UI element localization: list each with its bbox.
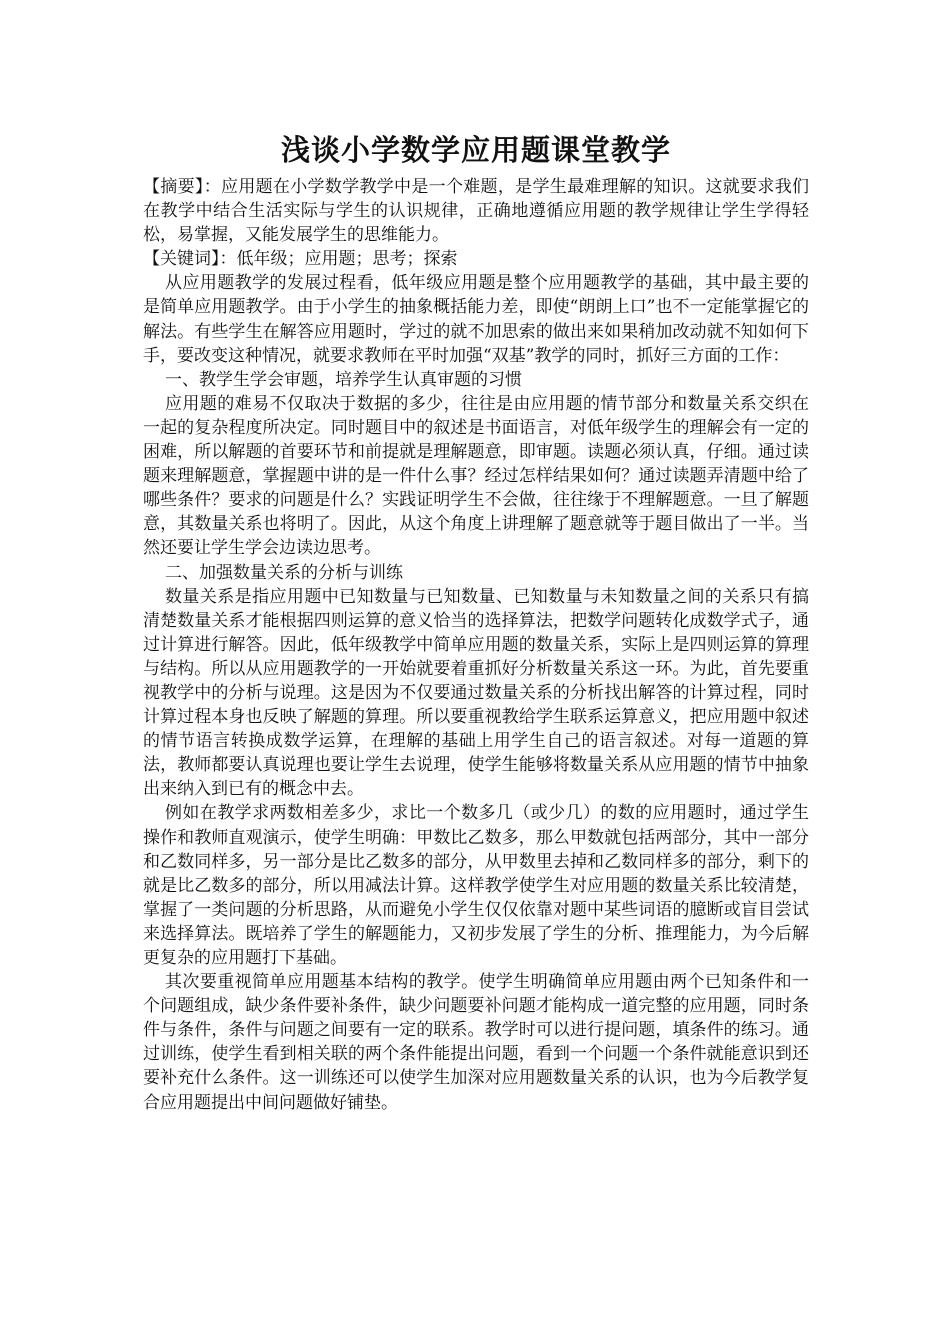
section2-paragraph-1: 数量关系是指应用题中已知数量与已知数量、已知数量与未知数量之间的关系只有搞清楚数量关系才能根据四则运算的意义恰当的选择算法，把数学问题转化成数学式子，通过计算进行解答。因此，低年级教学中简单应用题的数量关系，实际上是四则运算的算理与结构。所以从应用题教学的一开始就要着重抓好分析数量关系这一环。为此，首先要重视教学中的分析与说理。这是因为不仅要通过数量关系的分析找出解答的计算过程，同时计算过程本身也反映了解题的算理。所以要重视教给学生联系运算意义，把应用题中叙述的情节语言转换成数学运算，在理解的基础上用学生自己的语言叙述。对每一道题的算法，教师都要认真说理也要让学生去说理，使学生能够将数量关系从应用题的情节中抽象出来纳入到已有的概念中去。 bbox=[143, 586, 809, 800]
section-heading-1: 一、教学生学会审题，培养学生认真审题的习惯 bbox=[165, 369, 522, 390]
section-heading-2: 二、加强数量关系的分析与训练 bbox=[165, 562, 403, 583]
keywords-text: ：低年级；应用题；思考；探索 bbox=[219, 249, 458, 270]
abstract-paragraph bbox=[143, 175, 809, 247]
section2-paragraph-2: 例如在教学求两数相差多少，求比一个数多几（或少几）的数的应用题时，通过学生操作和教师直观演示，使学生明确：甲数比乙数多，那么甲数就包括两部分，其中一部分和乙数同样多，另一部分是比乙数多的部分，从甲数里去掉和乙数同样多的部分，剩下的就是比乙数多的部分，所以用减法计算。这样教学使学生对应用题的数量关系比较清楚，掌握了一类问题的分析思路，从而避免小学生仅仅依靠对题中某些词语的臆断或盲目尝试来选择算法。既培养了学生的解题能力，又初步发展了学生的分析、推理能力，为今后解更复杂的应用题打下基础。 bbox=[143, 803, 809, 968]
abstract-label: 【摘要】 bbox=[143, 177, 204, 197]
keywords-paragraph bbox=[143, 247, 809, 271]
abstract-text: ：应用题在小学数学教学中是一个难题，是学生最难理解的知识。这就要求我们在教学中结合生活实际与学生的认识规律，正确地遵循应用题的教学规律让学生学得轻松，易掌握，又能发展学生的思维能力。 bbox=[143, 177, 810, 246]
document-body bbox=[143, 125, 809, 1115]
section2-paragraph-3: 其次要重视简单应用题基本结构的教学。使学生明确简单应用题由两个已知条件和一个问题组成，缺少条件要补条件，缺少问题要补问题才能构成一道完整的应用题，同时条件与条件，条件与问题之间要有一定的联系。教学时可以进行提问题，填条件的练习。通过训练，使学生看到相关联的两个条件能提出问题，看到一个问题一个条件就能意识到还要补充什么条件。这一训练还可以使学生加深对应用题数量关系的认识，也为今后教学复合应用题提出中间问题做好铺垫。 bbox=[143, 972, 809, 1113]
keywords-label: 【关键词】 bbox=[143, 249, 220, 270]
intro-paragraph: 从应用题教学的发展过程看，低年级应用题是整个应用题教学的基础，其中最主要的是简单应用题教学。由于小学生的抽象概括能力差，即使“朗朗上口”也不一定能掌握它的解法。有些学生在解答应用题时，学过的就不加思索的做出来如果稍加改动就不知如何下手，要改变这种情况，就要求教师在平时加强“双基”教学的同时，抓好三方面的工作： bbox=[143, 273, 809, 366]
document-title: 浅谈小学数学应用题课堂教学 bbox=[280, 133, 671, 167]
section1-paragraph-1: 应用题的难易不仅取决于数据的多少，往往是由应用题的情节部分和数量关系交织在一起的复杂程度所决定。同时题目中的叙述是书面语言，对低年级学生的理解会有一定的困难，所以解题的首要环节和前提就是理解题意，即审题。读题必须认真，仔细。通过读题来理解题意，掌握题中讲的是一件什么事？经过怎样结果如何？通过读题弄清题中给了哪些条件？要求的问题是什么？实践证明学生不会做，往往缘于不理解题意。一旦了解题意，其数量关系也将明了。因此，从这个角度上讲理解了题意就等于题目做出了一半。当然还要让学生学会边读边思考。 bbox=[143, 393, 809, 559]
